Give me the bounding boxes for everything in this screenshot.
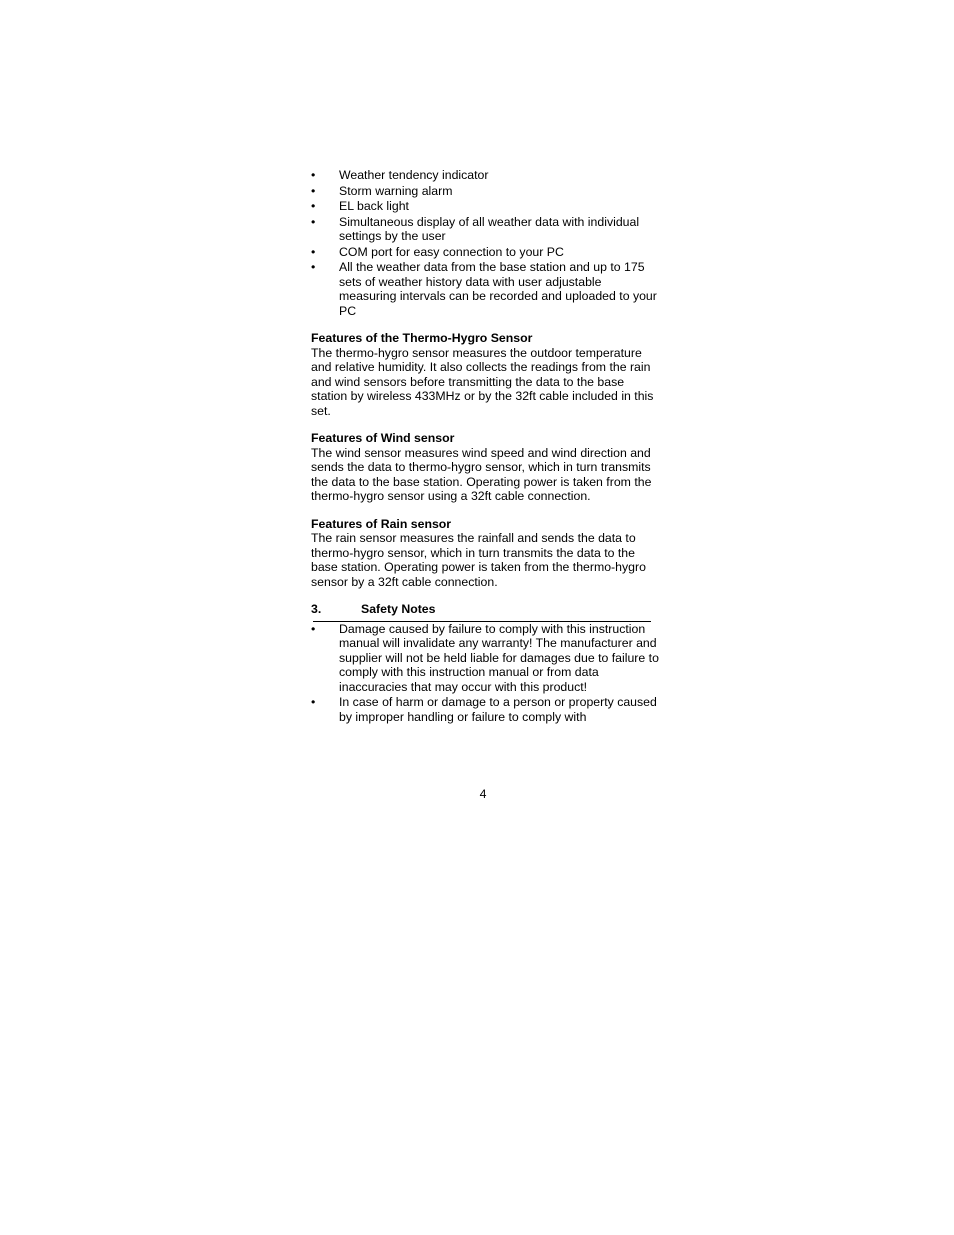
list-item-text: Simultaneous display of all weather data with individual settings by the user: [339, 214, 640, 243]
list-item: [311, 199, 661, 214]
list-item-text: EL back light: [339, 199, 409, 213]
section-body: The wind sensor measures wind speed and wind direction and sends the data to thermo-hygro sensor, which in turn transmits the data to the base station. Operating power is taken from the thermo-hygro sensor using a 32ft cable connection.: [311, 445, 652, 503]
safety-notes-heading: [311, 602, 661, 617]
list-item-text: All the weather data from the base station and up to 175 sets of weather history data with user adjustable measuring intervals can be recorded and uploaded to your PC: [339, 260, 657, 318]
list-item: [311, 215, 661, 244]
list-item: [311, 695, 661, 724]
list-item: [311, 245, 661, 260]
bullet-icon: •: [311, 621, 316, 636]
feature-list: [311, 168, 661, 318]
list-item: [311, 622, 661, 695]
list-item-text: In case of harm or damage to a person or property caused by improper handling or failure to comply with: [339, 695, 657, 724]
section-heading: Features of Wind sensor: [311, 431, 455, 445]
list-item-text: COM port for easy connection to your PC: [339, 244, 564, 259]
rain-sensor-section: [311, 517, 661, 590]
list-item: [311, 260, 661, 318]
safety-list: [311, 622, 661, 725]
page-number: 4: [479, 787, 487, 801]
list-item: [311, 184, 661, 199]
bullet-icon: •: [311, 244, 316, 259]
bullet-icon: •: [311, 695, 316, 709]
list-item-text: Weather tendency indicator: [339, 168, 489, 182]
bullet-icon: •: [311, 214, 316, 229]
section-body: The rain sensor measures the rainfall and sends the data to thermo-hygro sensor, which in turn transmits the data to the base station. Operating power is taken from the thermo-hygro sensor by a 32ft cable connection.: [311, 531, 646, 589]
list-item-text: Storm warning alarm: [339, 183, 453, 198]
section-heading: Features of Rain sensor: [311, 516, 452, 531]
wind-sensor-section: [311, 431, 661, 504]
bullet-icon: •: [311, 168, 316, 182]
bullet-icon: •: [311, 260, 316, 274]
section-title: Safety Notes: [361, 602, 436, 616]
list-item: [311, 168, 661, 183]
list-item-text: Damage caused by failure to comply with this instruction manual will invalidate any warranty! The manufacturer and supplier will not be held liable for damages due to failure to comply with this instruction manual or from data inaccuracies that may occur with this product!: [339, 621, 659, 694]
section-number: 3.: [311, 602, 322, 616]
bullet-icon: •: [311, 199, 316, 213]
thermo-hygro-section: [311, 331, 661, 418]
section-heading: Features of the Thermo-Hygro Sensor: [311, 331, 533, 345]
page-content: [311, 168, 661, 725]
section-body: The thermo-hygro sensor measures the outdoor temperature and relative humidity. It also collects the readings from the rain and wind sensors before transmitting the data to the base station by wireless 433MHz or by the 32ft cable included in this set.: [311, 345, 654, 418]
bullet-icon: •: [311, 183, 316, 198]
